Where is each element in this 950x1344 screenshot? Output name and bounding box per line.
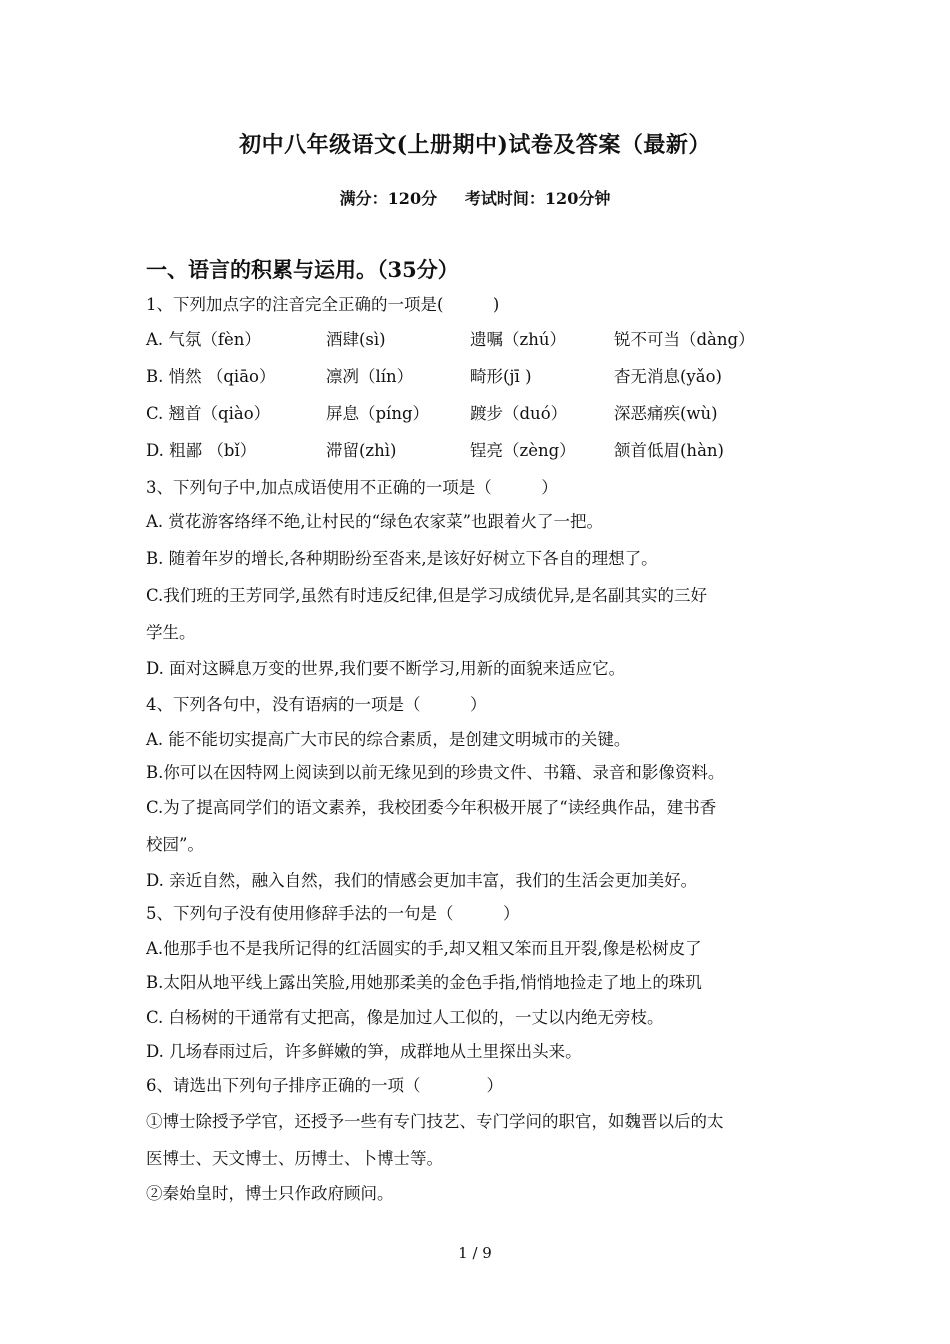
page-title: 初中八年级语文(上册期中)试卷及答案（最新） xyxy=(239,132,711,158)
question-5-option-d: D. 几场春雨过后，许多鲜嫩的笋，成群地从土里探出头来。 xyxy=(146,1042,582,1061)
exam-info: 满分：120分 考试时间：120分钟 xyxy=(339,189,611,208)
option-c-1: C. 翘首（qiào） xyxy=(146,404,271,423)
section-heading: 一、语言的积累与运用。（35分） xyxy=(146,257,459,282)
option-a-1: A. 气氛（fèn） xyxy=(146,330,261,349)
question-6-sentence-2: ②秦始皇时，博士只作政府顾问。 xyxy=(146,1184,394,1203)
question-5-stem: 5、下列句子没有使用修辞手法的一句是（ ） xyxy=(146,904,520,923)
question-4-option-c-cont: 校园”。 xyxy=(146,835,204,854)
question-6-sentence-1-cont: 医博士、天文博士、历博士、卜博士等。 xyxy=(146,1149,443,1168)
question-3-stem: 3、下列句子中,加点成语使用不正确的一项是（ ） xyxy=(146,478,558,497)
option-b-1: B. 悄然 （qiāo） xyxy=(146,367,276,386)
option-c-4: 深恶痛疾(wù) xyxy=(614,404,718,423)
option-c-3: 踱步（duó） xyxy=(470,404,568,423)
question-4-option-a: A. 能不能切实提高广大市民的综合素质，是创建文明城市的关键。 xyxy=(146,730,631,749)
question-6-stem: 6、请选出下列句子排序正确的一项（ ） xyxy=(146,1076,503,1095)
question-3-option-d: D. 面对这瞬息万变的世界,我们要不断学习,用新的面貌来适应它。 xyxy=(146,659,626,678)
page-number: 1 / 9 xyxy=(458,1244,492,1262)
option-d-1: D. 粗鄙 （bǐ） xyxy=(146,441,257,460)
question-3-option-c: C.我们班的王芳同学,虽然有时违反纪律,但是学习成绩优异,是名副其实的三好 xyxy=(146,586,708,605)
option-d-3: 锃亮（zèng） xyxy=(470,441,576,460)
question-5-option-c: C. 白杨树的干通常有丈把高，像是加过人工似的，一丈以内绝无旁枝。 xyxy=(146,1008,664,1027)
question-4-stem: 4、下列各句中，没有语病的一项是（ ） xyxy=(146,695,487,714)
question-4-option-d: D. 亲近自然，融入自然，我们的情感会更加丰富，我们的生活会更加美好。 xyxy=(146,871,698,890)
option-a-4: 锐不可当（dàng） xyxy=(614,330,755,349)
question-3-option-b: B. 随着年岁的增长,各种期盼纷至沓来,是该好好树立下各自的理想了。 xyxy=(146,549,658,568)
question-4-option-b: B.你可以在因特网上阅读到以前无缘见到的珍贵文件、书籍、录音和影像资料。 xyxy=(146,763,725,782)
question-3-option-a: A. 赏花游客络绎不绝,让村民的“绿色农家菜”也跟着火了一把。 xyxy=(146,512,604,531)
option-b-4: 杳无消息(yǎo) xyxy=(614,367,722,386)
option-b-3: 畸形(jī ) xyxy=(470,367,532,386)
option-b-2: 凛冽（lín） xyxy=(326,367,414,386)
question-5-option-a: A.他那手也不是我所记得的红活圆实的手,却又粗又笨而且开裂,像是松树皮了 xyxy=(146,939,702,958)
option-a-2: 酒肆(sì) xyxy=(326,330,386,349)
question-1-stem: 1、下列加点字的注音完全正确的一项是( ) xyxy=(146,295,500,314)
question-5-option-b: B.太阳从地平线上露出笑脸,用她那柔美的金色手指,悄悄地捡走了地上的珠玑 xyxy=(146,973,702,992)
question-6-sentence-1: ①博士除授予学官，还授予一些有专门技艺、专门学问的职官，如魏晋以后的太 xyxy=(146,1112,724,1131)
question-3-option-c-cont: 学生。 xyxy=(146,623,196,642)
option-c-2: 屏息（píng） xyxy=(326,404,430,423)
option-d-4: 颔首低眉(hàn) xyxy=(614,441,724,460)
question-4-option-c: C.为了提高同学们的语文素养，我校团委今年积极开展了“读经典作品，建书香 xyxy=(146,798,717,817)
option-a-3: 遗嘱（zhú） xyxy=(470,330,566,349)
option-d-2: 滞留(zhì) xyxy=(326,441,397,460)
